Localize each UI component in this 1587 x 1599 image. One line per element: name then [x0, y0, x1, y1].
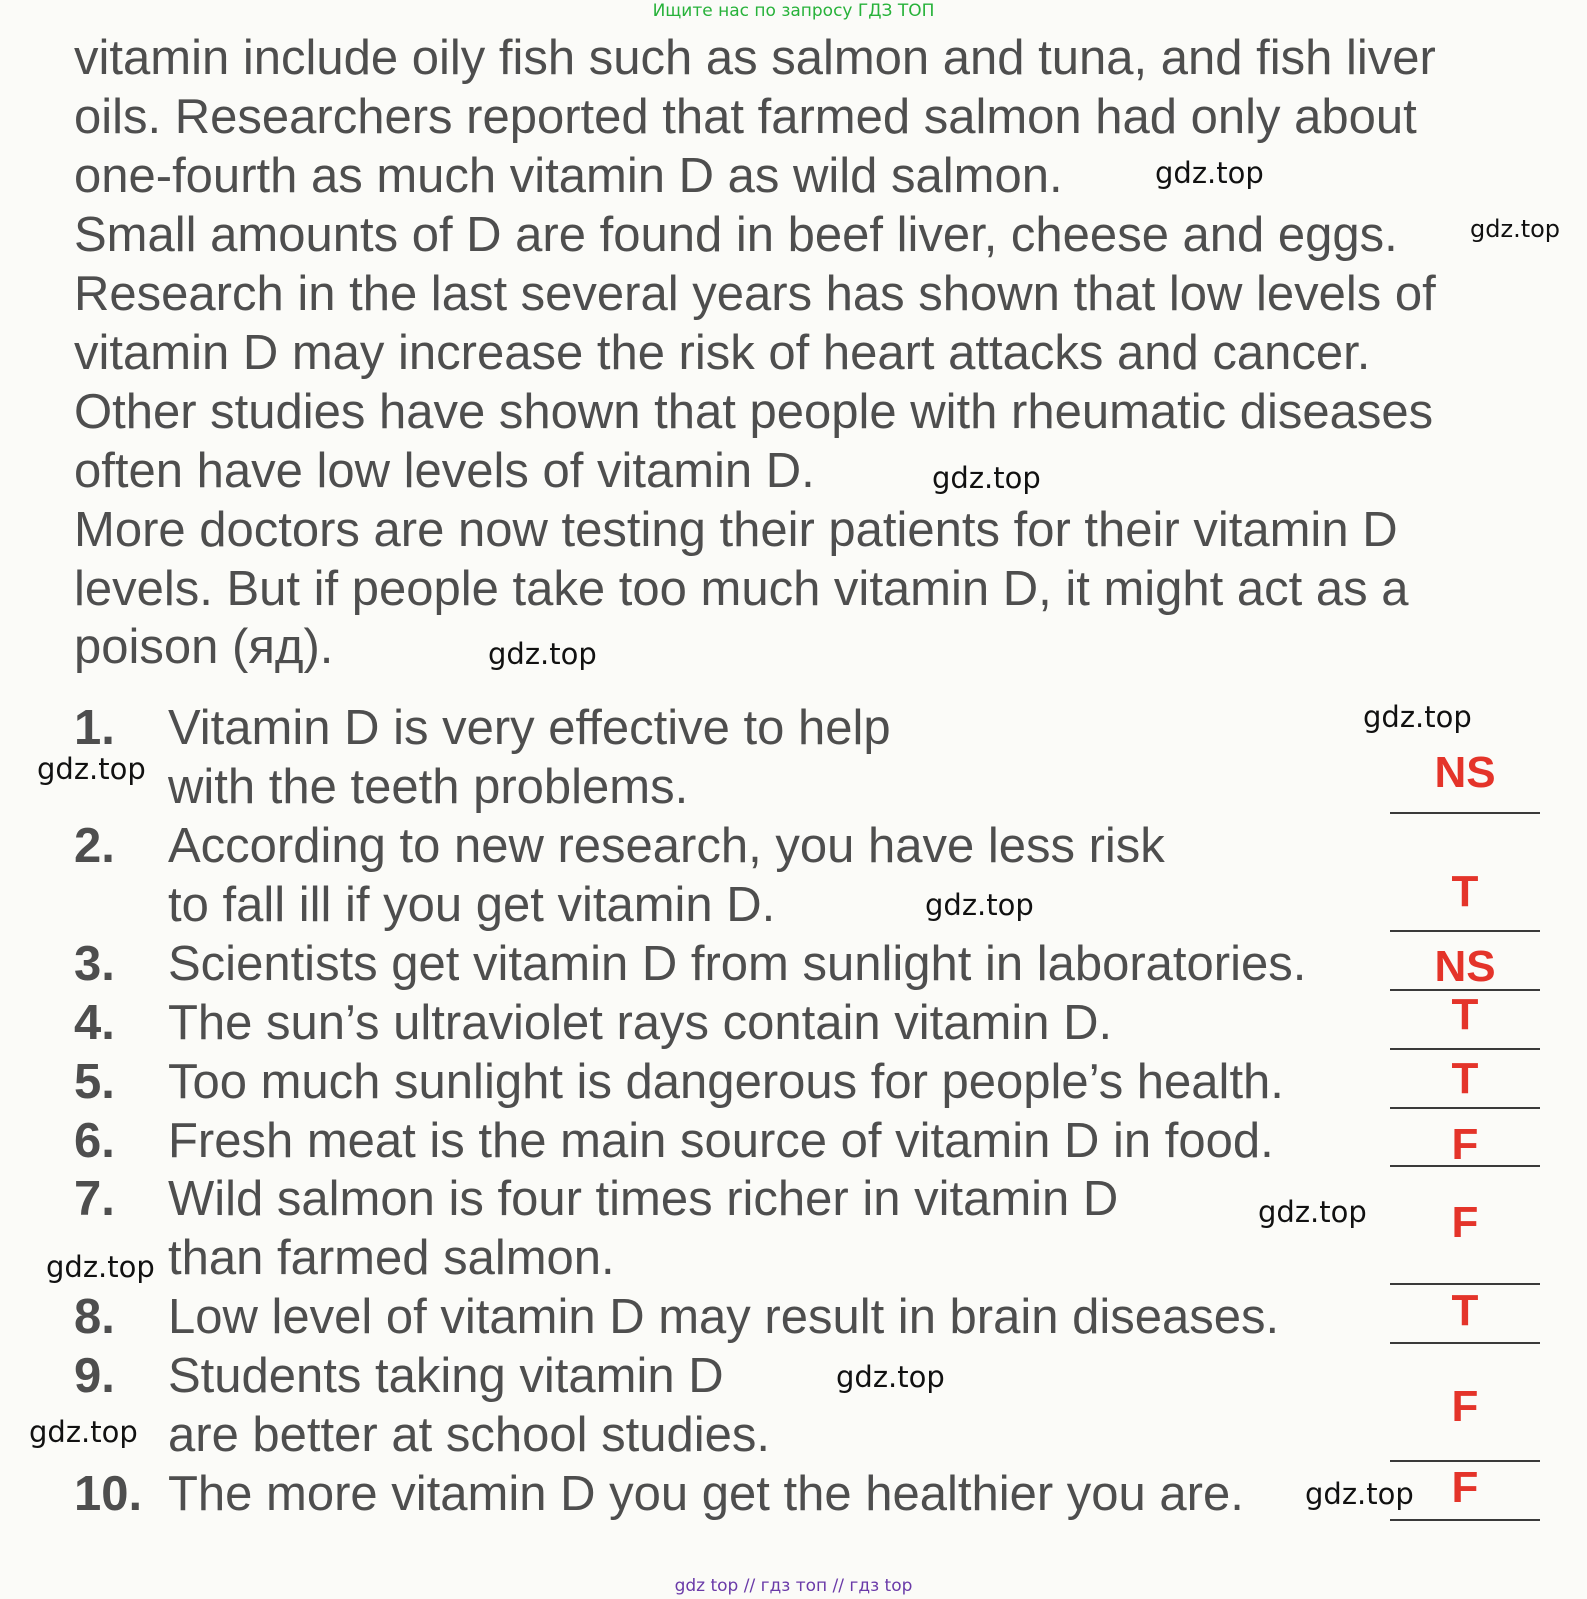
passage-line: often have low levels of vitamin D.	[74, 444, 815, 498]
question-text: Vitamin D is very effective to help	[168, 701, 891, 755]
question-number: 5.	[74, 1055, 115, 1109]
passage-line: one-fourth as much vitamin D as wild salmon.	[74, 149, 1063, 203]
answer-line-9	[1390, 1460, 1540, 1462]
answer-7: F	[1451, 1198, 1479, 1247]
question-text: with the teeth problems.	[168, 760, 689, 814]
passage-line: Small amounts of D are found in beef liver, cheese and eggs.	[74, 208, 1398, 262]
question-text: to fall ill if you get vitamin D.	[168, 878, 776, 932]
passage-line: Research in the last several years has shown that low levels of	[74, 267, 1436, 321]
question-text: Low level of vitamin D may result in brain diseases.	[168, 1290, 1280, 1344]
question-text: Too much sunlight is dangerous for people’s health.	[168, 1055, 1284, 1109]
answer-line-2	[1390, 930, 1540, 932]
watermark: gdz.top	[46, 1250, 155, 1284]
answer-10: F	[1451, 1463, 1479, 1512]
question-text: According to new research, you have less risk	[168, 819, 1165, 873]
watermark: gdz.top	[1258, 1195, 1367, 1229]
question-text: are better at school studies.	[168, 1408, 770, 1462]
question-number: 2.	[74, 819, 115, 873]
answer-5: T	[1451, 1054, 1479, 1103]
watermark: gdz.top	[836, 1360, 945, 1394]
question-text: Students taking vitamin D	[168, 1349, 724, 1403]
passage-line: levels. But if people take too much vitamin D, it might act as a	[74, 562, 1409, 616]
answer-8: T	[1451, 1286, 1479, 1335]
passage-line: More doctors are now testing their patients for their vitamin D	[74, 503, 1398, 557]
question-number: 8.	[74, 1290, 115, 1344]
answer-line-10	[1390, 1519, 1540, 1521]
question-text: Fresh meat is the main source of vitamin D in food.	[168, 1114, 1274, 1168]
answer-6: F	[1451, 1120, 1479, 1169]
answer-line-5	[1390, 1107, 1540, 1109]
passage-line: Other studies have shown that people with rheumatic diseases	[74, 385, 1434, 439]
watermark: gdz.top	[1470, 215, 1561, 243]
answer-9: F	[1451, 1382, 1479, 1431]
passage-line: vitamin D may increase the risk of heart attacks and cancer.	[74, 326, 1371, 380]
passage-line: vitamin include oily fish such as salmon and tuna, and fish liver	[74, 31, 1436, 85]
passage-line: poison (яд).	[74, 620, 334, 674]
question-number: 4.	[74, 996, 115, 1050]
header-note[interactable]: Ищите нас по запросу ГДЗ ТОП	[652, 1, 935, 21]
footer-note[interactable]: gdz top // гдз топ // гдз top	[674, 1576, 913, 1596]
watermark: gdz.top	[932, 461, 1041, 495]
question-number: 3.	[74, 937, 115, 991]
answer-line-4	[1390, 1048, 1540, 1050]
answer-line-1	[1390, 812, 1540, 814]
question-text: than farmed salmon.	[168, 1231, 615, 1285]
question-text: The sun’s ultraviolet rays contain vitamin D.	[168, 996, 1113, 1050]
question-number: 9.	[74, 1349, 115, 1403]
passage-line: oils. Researchers reported that farmed salmon had only about	[74, 90, 1417, 144]
question-text: Scientists get vitamin D from sunlight in laboratories.	[168, 937, 1307, 991]
watermark: gdz.top	[488, 637, 597, 671]
question-text: The more vitamin D you get the healthier you are.	[168, 1467, 1244, 1521]
watermark: gdz.top	[29, 1415, 138, 1449]
watermark: gdz.top	[37, 752, 146, 786]
question-number: 6.	[74, 1114, 115, 1168]
question-number: 10.	[74, 1467, 143, 1521]
answer-line-7	[1390, 1283, 1540, 1285]
question-number: 7.	[74, 1172, 115, 1226]
answer-3: NS	[1434, 942, 1496, 991]
question-number: 1.	[74, 701, 115, 755]
watermark: gdz.top	[1305, 1477, 1414, 1511]
answer-1: NS	[1434, 748, 1496, 797]
question-text: Wild salmon is four times richer in vitamin D	[168, 1172, 1119, 1226]
answer-4: T	[1451, 990, 1479, 1039]
answer-line-6	[1390, 1165, 1540, 1167]
answer-2: T	[1451, 867, 1479, 916]
watermark: gdz.top	[1155, 156, 1264, 190]
answer-line-8	[1390, 1342, 1540, 1344]
watermark: gdz.top	[925, 888, 1034, 922]
watermark: gdz.top	[1363, 700, 1472, 734]
